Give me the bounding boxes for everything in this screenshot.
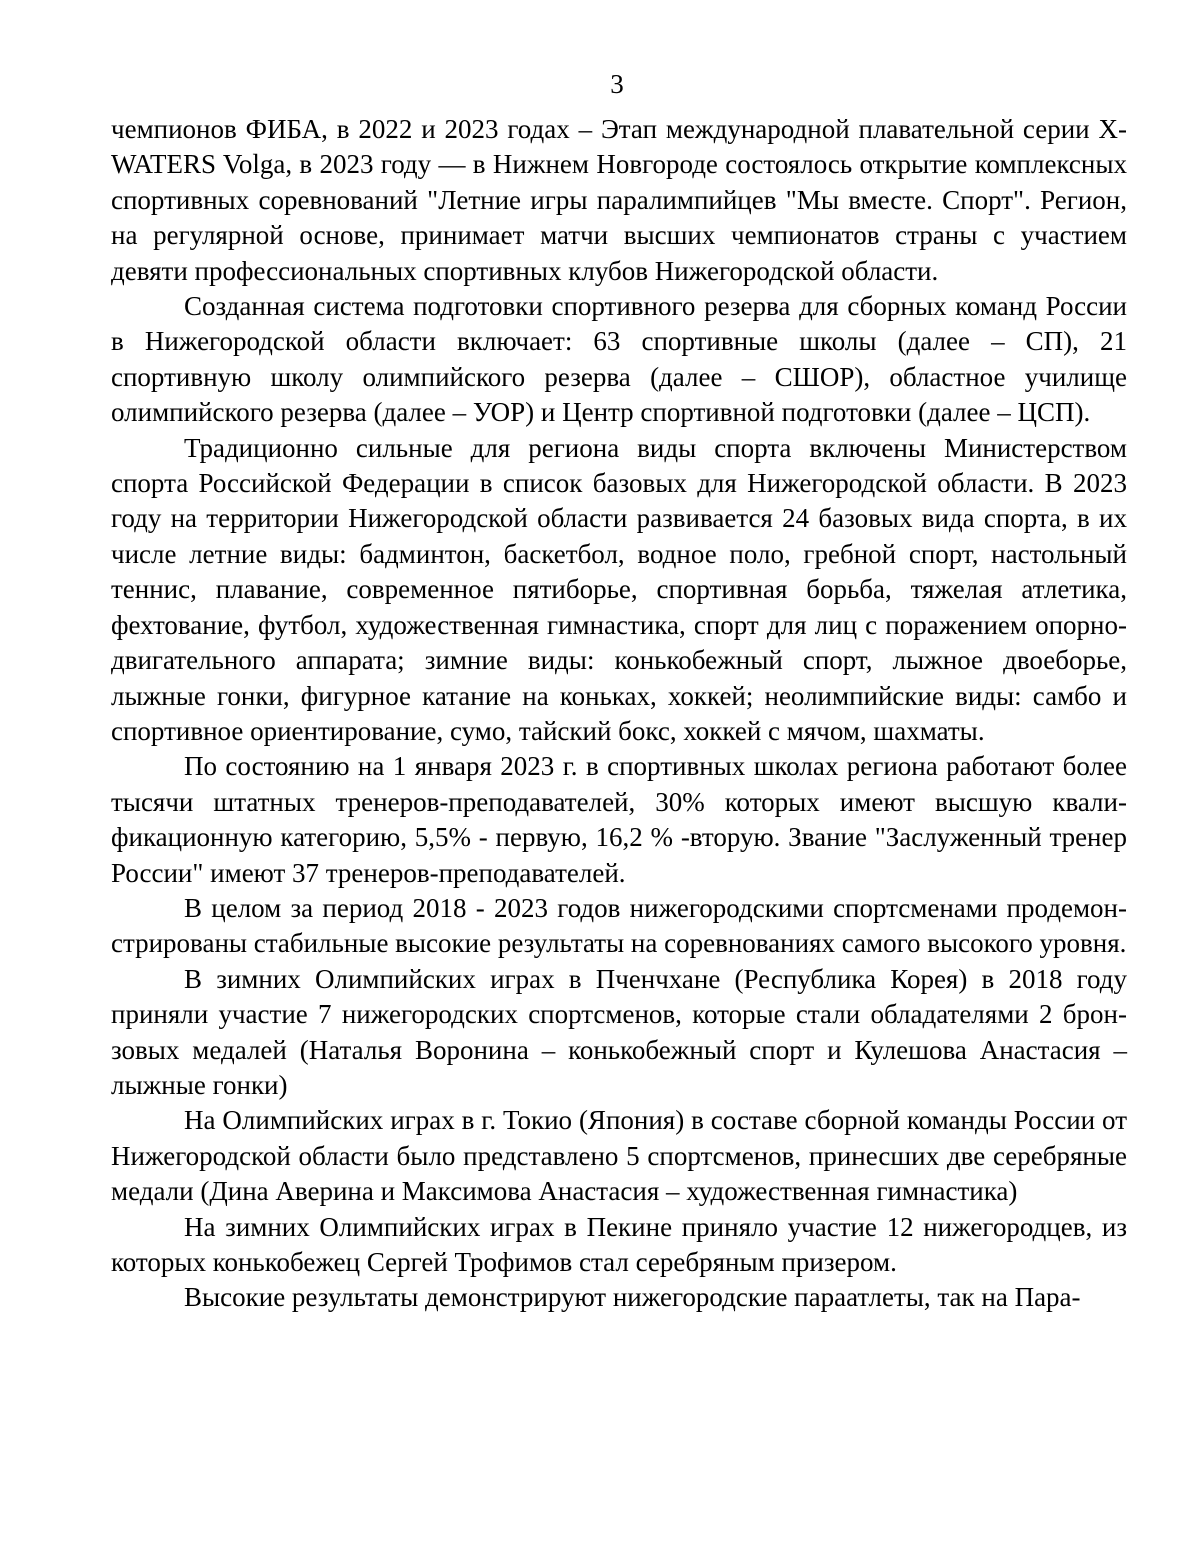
paragraph-para-athletes: Высокие результаты демонстрируют нижегородские параатлеты, так на Пара- bbox=[184, 1282, 1081, 1313]
document-body bbox=[111, 112, 1127, 1316]
paragraph-base-sports: Традиционно сильные для региона виды спорта включены Министерством спорта Российской Федерации в список базовых для Нижегородской области. В 2023 году на территории Нижегородской области развивается 24 базовых вида спорта, в их числе летние виды: бадминтон, баскетбол, водное поло, гребной спорт, настольный теннис, плавание, современное пятиборье, спортивная борьба, тяжелая атлетика, фехтование, футбол, художественная гимнастика, спорт для лиц с поражением опорно-двигательного аппарата; зимние виды: конькобежный спорт, лыжное двоеборье, лыжные гонки, фигурное катание на коньках, хоккей; неолимпийские виды: самбо и спортивное ориентирование, сумо, тайский бокс, хоккей с мячом, шахматы. bbox=[111, 432, 1127, 746]
paragraph-tokyo: На Олимпийских играх в г. Токио (Япония) в составе сборной команды России от Нижегородской области было представлено 5 спортсменов, принесших две серебряные медали (Дина Аверина и Максимова Анастасия – художественная гимнастика) bbox=[111, 1105, 1127, 1207]
paragraph-pyeongchang: В зимних Олимпийских играх в Пченчхане (Республика Корея) в 2018 году приняли участие 7 нижегородских спортсменов, которые стали обладателями 2 бронзовых медалей (Наталья Воронина – конькобежный спорт и Кулешова Анастасия – лыжные гонки) bbox=[111, 963, 1127, 1100]
paragraph-fiba-events: чемпионов ФИБА, в 2022 и 2023 годах – Этап международной плавательной серии X-WATERS Volga, в 2023 году — в Нижнем Новгороде состоялось открытие комплексных спортивных соревнований "Летние игры паралимпийцев "Мы вместе. Спорт". Регион, на регулярной основе, принимает матчи высших чемпионатов страны с участием девяти профессиональных спортивных клубов Нижегородской области. bbox=[111, 114, 1127, 286]
paragraph-reserve-system: Созданная система подготовки спортивного резерва для сборных команд России в Нижегородской области включает: 63 спортивные школы (далее – СП), 21 спортивную школу олимпийского резерва (далее – СШОР), областное училище олимпийского резерва (далее – УОР) и Центр спортивной подготовки (далее – ЦСП). bbox=[111, 291, 1127, 428]
paragraph-coaches: По состоянию на 1 января 2023 г. в спортивных школах региона работают более тысячи штатных тренеров-преподавателей, 30% которых имеют высшую квалификационную категорию, 5,5% - первую, 16,2 % -вторую. Звание "Заслуженный тренер России" имеют 37 тренеров-преподавателей. bbox=[111, 751, 1127, 888]
paragraph-beijing: На зимних Олимпийских играх в Пекине приняло участие 12 нижегородцев, из которых конькобежец Сергей Трофимов стал серебряным призером. bbox=[111, 1211, 1127, 1277]
page-number: 3 bbox=[610, 69, 624, 99]
paragraph-results-summary: В целом за период 2018 - 2023 годов нижегородскими спортсменами продемонстрированы стабильные высокие результаты на соревнованиях самого высокого уровня. bbox=[111, 892, 1127, 959]
